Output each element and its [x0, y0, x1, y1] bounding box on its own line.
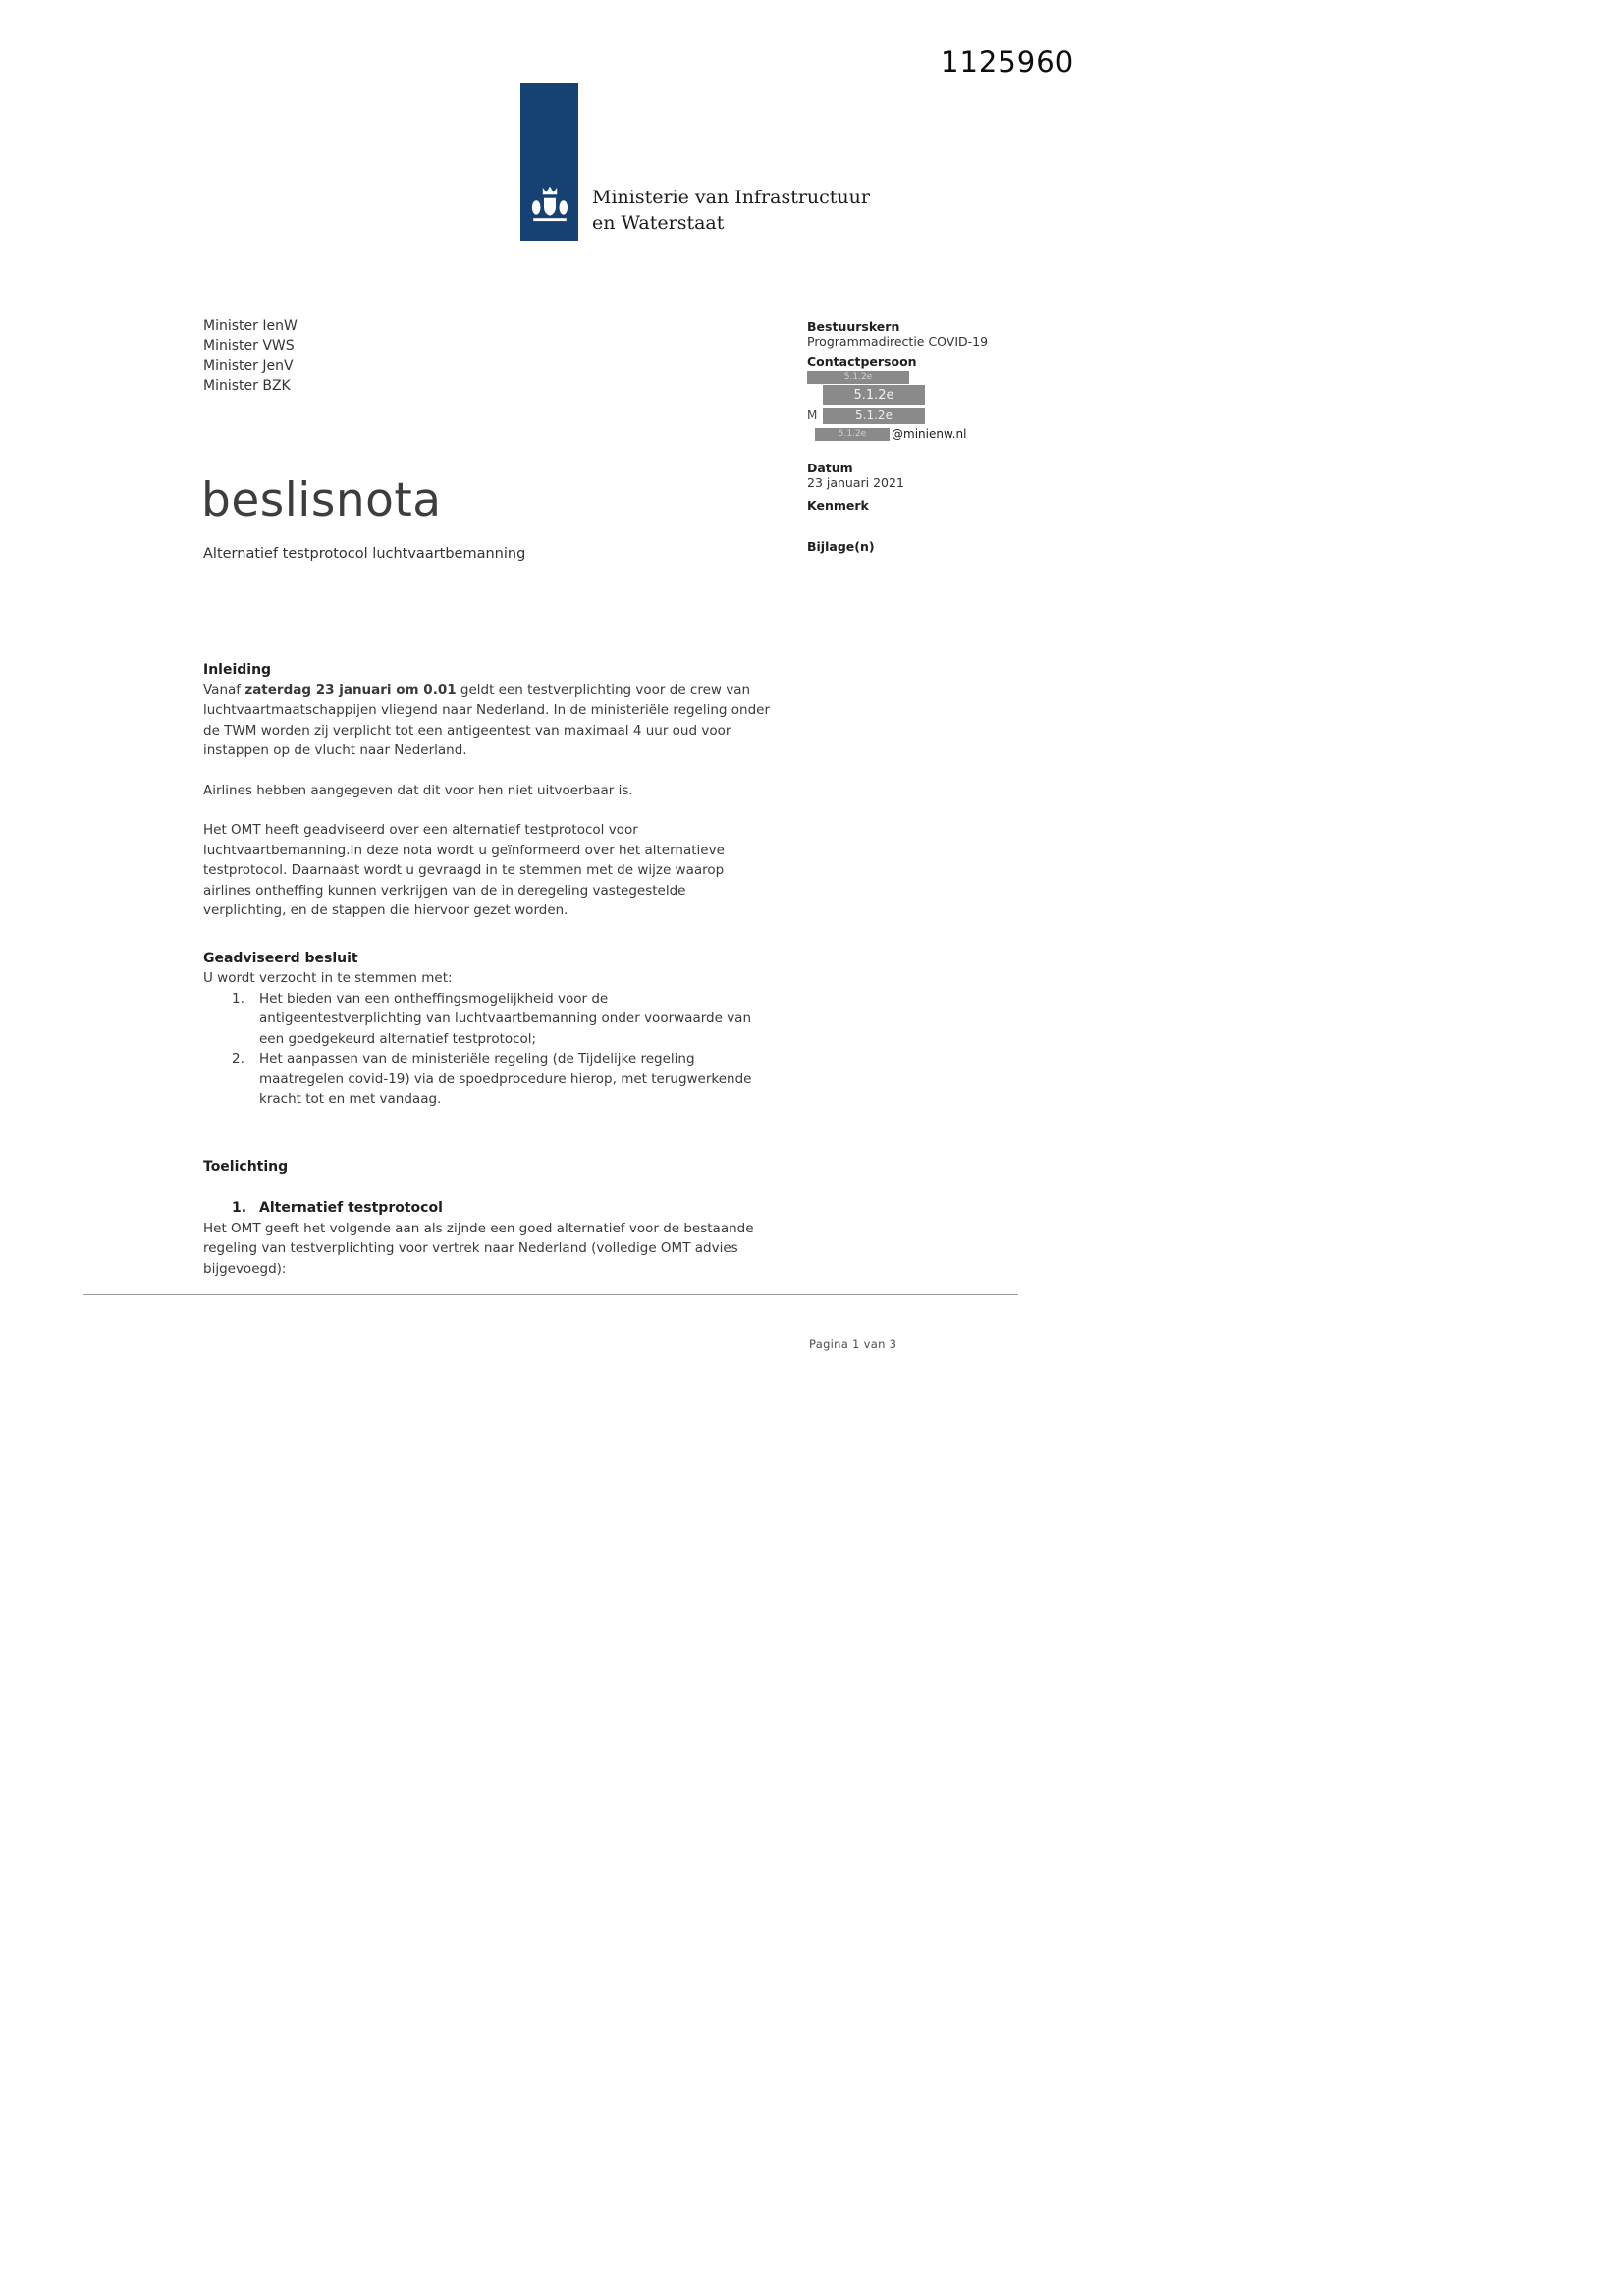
bijlagen-label: Bijlage(n): [807, 539, 875, 554]
recipient-item: Minister JenV: [203, 357, 294, 374]
document-body: [203, 660, 773, 1279]
redaction-box: 5.1.2e: [823, 385, 925, 405]
toelichting-heading: Toelichting: [203, 1158, 289, 1175]
besluit-intro: U wordt verzocht in te stemmen met:: [203, 970, 453, 986]
ministry-name-line1: Ministerie van Infrastructuur: [592, 187, 870, 208]
inleiding-paragraph-3: Het OMT heeft geadviseerd over een alternatief testprotocol voor luchtvaartbemanning.In deze nota wordt u geïnformeerd over het alternatieve testprotocol. Daarnaast wordt u gevraagd in te stemmen met de wijze waarop airlines ontheffing kunnen verkrijgen van de in deregeling vastegestelde verplichting, en de stappen die hiervoor gezet worden.: [203, 822, 725, 918]
list-item-text: Het bieden van een ontheffingsmogelijkheid voor de antigeentestverplichting van luchtvaartbemanning onder voorwaarde van een goedgekeurd alternatief testprotocol;: [259, 990, 752, 1047]
bestuurskern-label: Bestuurskern: [807, 319, 900, 334]
recipient-item: Minister IenW: [203, 318, 298, 334]
p1-pre: Vanaf: [203, 682, 245, 698]
footer-divider: [83, 1294, 1018, 1295]
besluit-list-item: [232, 1049, 773, 1110]
datum-value: 23 januari 2021: [807, 475, 904, 490]
p1-bold-date: zaterdag 23 januari om 0.01: [244, 682, 457, 698]
list-item-number: 2.: [232, 1051, 244, 1066]
toelichting-subheading: [232, 1198, 773, 1219]
ministry-name-line2: en Waterstaat: [592, 212, 725, 234]
inleiding-paragraph-1: [203, 681, 773, 761]
rijksoverheid-crest-icon: [528, 182, 571, 229]
redaction-box: 5.1.2e: [815, 428, 890, 441]
besluit-heading: Geadviseerd besluit: [203, 950, 358, 966]
list-item-text: Het aanpassen van de ministeriële regeling (de Tijdelijke regeling maatregelen covid-19) via de spoedprocedure hierop, met terugwerkende kracht tot en met vandaag.: [259, 1051, 752, 1107]
datum-label: Datum: [807, 461, 853, 475]
p1-post: geldt een testverplichting voor de crew van luchtvaartmaatschappijen vliegend naar Nederland. In de ministeriële regeling onder de TWM worden zij verplicht tot een antigeentest van maximaal 4 uur oud voor instappen op de vlucht naar Nederland.: [203, 682, 770, 758]
page-subtitle: Alternatief testprotocol luchtvaartbemanning: [203, 546, 526, 562]
contactpersoon-label: Contactpersoon: [807, 355, 917, 369]
rijksoverheid-logo: [520, 83, 578, 241]
kenmerk-label: Kenmerk: [807, 498, 869, 513]
redaction-box: 5.1.2e: [807, 371, 909, 384]
besluit-list-item: [232, 989, 773, 1050]
recipients-list: [203, 316, 298, 396]
document-number: 1125960: [941, 45, 1075, 79]
recipient-item: Minister BZK: [203, 377, 291, 394]
subheading-number: 1.: [232, 1200, 247, 1216]
inleiding-heading: Inleiding: [203, 662, 272, 678]
recipient-item: Minister VWS: [203, 338, 295, 355]
subheading-text: Alternatief testprotocol: [259, 1200, 443, 1216]
page-title: beslisnota: [201, 473, 442, 527]
list-item-number: 1.: [232, 990, 244, 1007]
toelichting-paragraph-1: Het OMT geeft het volgende aan als zijnde een goed alternatief voor de bestaande regeling van testverplichting voor vertrek naar Nederland (volledige OMT advies bijgevoegd):: [203, 1220, 754, 1277]
redaction-box: 5.1.2e: [823, 408, 925, 424]
page-indicator: Pagina 1 van 3: [809, 1338, 897, 1351]
meta-panel: [807, 319, 1018, 554]
phone-row: [807, 408, 1018, 424]
ministry-name: [592, 185, 870, 236]
email-domain: @minienw.nl: [892, 427, 967, 441]
bestuurskern-value: Programmadirectie COVID-19: [807, 334, 989, 349]
email-row: [807, 427, 1018, 442]
inleiding-paragraph-2: Airlines hebben aangegeven dat dit voor hen niet uitvoerbaar is.: [203, 782, 633, 798]
phone-prefix: M: [807, 409, 818, 422]
